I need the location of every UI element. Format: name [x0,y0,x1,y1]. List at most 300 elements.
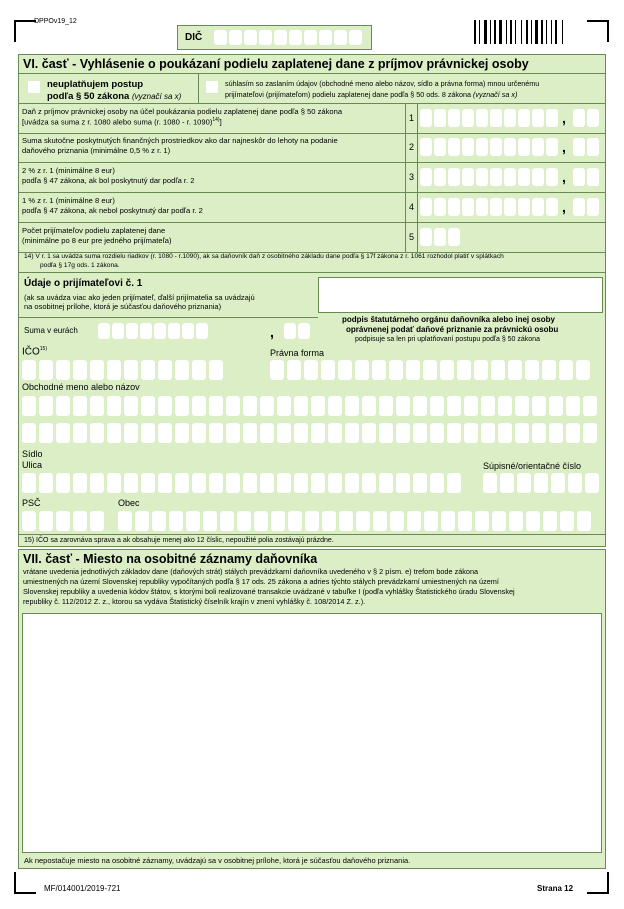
obchodne-meno-cell[interactable] [22,423,36,443]
obchodne-meno-cell[interactable] [515,396,529,416]
row-amount-cell[interactable] [504,109,516,127]
barcode-bar [474,20,476,44]
suma-cell[interactable] [196,323,208,339]
barcode-bar [551,20,552,44]
divider [18,162,606,163]
sign-line2: oprávnenej podať daňové priznanie za právnickú osobu [346,325,559,334]
obec-cell[interactable] [424,511,438,531]
obchodne-meno-cell[interactable] [175,396,189,416]
obchodne-meno-cell[interactable] [447,423,461,443]
obec-cell[interactable] [135,511,149,531]
ulica-cell[interactable] [56,473,70,493]
ico-cell[interactable] [209,360,223,380]
option1-label-line1: neuplatňujem postup [47,79,144,90]
row-amount-cell[interactable] [420,198,432,216]
row-amount-cell[interactable] [504,168,516,186]
obchodne-meno-cell[interactable] [107,423,121,443]
row-count-cell[interactable] [420,228,432,246]
row-amount-cell[interactable] [462,138,474,156]
obchodne-meno-cell[interactable] [379,396,393,416]
ulica-cell[interactable] [413,473,427,493]
ulica-cell[interactable] [39,473,53,493]
ulica-cell[interactable] [396,473,410,493]
obchodne-meno-cell[interactable] [362,423,376,443]
pravna-forma-cell[interactable] [440,360,454,380]
ico-cell[interactable] [107,360,121,380]
signature-field[interactable] [318,277,603,313]
obchodne-meno-cell[interactable] [566,396,580,416]
barcode-bar [555,20,557,44]
row-amount-cell[interactable] [532,109,544,127]
pravna-forma-cell[interactable] [338,360,352,380]
obchodne-meno-cell[interactable] [464,396,478,416]
obchodne-meno-cell[interactable] [430,423,444,443]
row-label-line2: daňového priznania (minimálne 0,5 % z r. 1) [22,146,171,155]
row-amount-cell[interactable] [476,138,488,156]
row-number: 2 [405,133,418,162]
supisne-cell[interactable] [483,473,497,493]
pravna-forma-cell[interactable] [457,360,471,380]
obchodne-meno-cell[interactable] [192,423,206,443]
pravna-forma-cell[interactable] [559,360,573,380]
obchodne-meno-cell[interactable] [158,396,172,416]
ico-cell[interactable] [73,360,87,380]
row-label-line1: 2 % z r. 1 (minimálne 8 eur) [22,166,115,175]
obec-cell[interactable] [526,511,540,531]
row-label-line2: [uvádza sa suma z r. 1080 alebo suma (r. 1080 - r. 1090)$^{14)}$] [22,117,222,127]
ulica-cell[interactable] [22,473,36,493]
pravna-forma-cell[interactable] [321,360,335,380]
ulica-cell[interactable] [277,473,291,493]
ulica-cell[interactable] [243,473,257,493]
section6-title: VI. časť - Vyhlásenie o poukázaní podielu zaplatenej dane z príjmov právnickej osoby [23,57,529,71]
ulica-cell[interactable] [158,473,172,493]
obchodne-meno-cell[interactable] [362,396,376,416]
barcode-bar [515,20,516,44]
row-label-line1: Daň z príjmov právnickej osoby na účel poukázania podielu zaplatenej dane podľa § 50 zákona [22,107,343,116]
row-label-line1: Počet prijímateľov podielu zaplatenej dane [22,226,166,235]
ico-cell[interactable] [39,360,53,380]
obchodne-meno-cell[interactable] [124,396,138,416]
ico-cell[interactable] [90,360,104,380]
suma-cell[interactable] [168,323,180,339]
ulica-cell[interactable] [192,473,206,493]
row-amount-cell[interactable] [448,109,460,127]
pravna-forma-cell[interactable] [542,360,556,380]
obchodne-meno-cell[interactable] [566,423,580,443]
dic-cell[interactable] [274,30,287,45]
pravna-forma-cell[interactable] [270,360,284,380]
row-amount-cell[interactable] [448,138,460,156]
option2-line2 [225,90,517,99]
row-label-line2: (minimálne po 8 eur pre jedného prijímateľa) [22,236,172,245]
dic-cell[interactable] [244,30,257,45]
pravna-forma-cell[interactable] [508,360,522,380]
row-amount-cell[interactable] [518,109,530,127]
barcode-bar [499,20,502,44]
row-amount-cell[interactable] [504,138,516,156]
dic-cell[interactable] [304,30,317,45]
suma-cell[interactable] [126,323,138,339]
obchodne-meno-cell[interactable] [311,396,325,416]
form-code: DPPOv19_12 [34,18,77,25]
barcode-bar [535,20,538,44]
row-cents-cell[interactable] [587,109,599,127]
dic-cell[interactable] [319,30,332,45]
row-label-line2: podľa § 47 zákona, ak bol poskytnutý dar podľa r. 2 [22,176,195,185]
obchodne-meno-cell[interactable] [396,396,410,416]
obec-cell[interactable] [577,511,591,531]
obchodne-meno-cell[interactable] [328,396,342,416]
pravna-forma-cell[interactable] [423,360,437,380]
ico-label-text: IČO [22,346,40,358]
row-amount-cell[interactable] [518,168,530,186]
obchodne-meno-cell[interactable] [345,423,359,443]
option1-label-strong: podľa § 50 zákona [47,91,130,102]
psc-cell[interactable] [39,511,53,531]
row-amount-cell[interactable] [420,168,432,186]
dic-cell[interactable] [229,30,242,45]
obec-cell[interactable] [186,511,200,531]
suma-cell[interactable] [140,323,152,339]
footnote15: 15) IČO sa zarovnáva sprava a ak obsahuje menej ako 12 číslic, nepoužité polia zostávajú prázdne. [24,537,334,544]
row-amount-cell[interactable] [434,198,446,216]
obchodne-meno-cell[interactable] [22,396,36,416]
obchodne-meno-cell[interactable] [277,396,291,416]
row-comma: , [562,169,566,185]
corner-mark-top-right [587,20,609,42]
obchodne-meno-cell[interactable] [379,423,393,443]
ulica-cell[interactable] [294,473,308,493]
obchodne-meno-cell[interactable] [294,423,308,443]
obec-cell[interactable] [492,511,506,531]
dic-cell[interactable] [214,30,227,45]
obec-cell[interactable] [356,511,370,531]
obchodne-meno-cell[interactable] [549,423,563,443]
obec-cell[interactable] [169,511,183,531]
suma-cents-cell[interactable] [284,323,296,339]
barcode-bar [484,20,487,44]
obchodne-meno-cell[interactable] [141,396,155,416]
ico-label [22,346,47,357]
ico-cell[interactable] [56,360,70,380]
recipient-note-line2: na osobitnej prílohe, ktorá je súčasťou daňového priznania) [24,302,222,311]
pravna-forma-cell[interactable] [474,360,488,380]
ulica-cell[interactable] [90,473,104,493]
obchodne-meno-cell[interactable] [260,423,274,443]
ulica-cell[interactable] [107,473,121,493]
obchodne-meno-cell[interactable] [226,423,240,443]
suma-cents-cell[interactable] [298,323,310,339]
row-amount-cell[interactable] [434,109,446,127]
obchodne-meno-cell[interactable] [498,423,512,443]
dic-cell[interactable] [334,30,347,45]
section7-text-line4: republiky č. 112/2012 Z. z., ktorou sa vydáva Štatistický číselník krajín v znení vyhlášky č. 108/2014 Z. z.). [23,597,366,606]
obchodne-meno-cell[interactable] [498,396,512,416]
obchodne-meno-cell[interactable] [345,396,359,416]
obchodne-meno-cell[interactable] [56,423,70,443]
obec-cell[interactable] [441,511,455,531]
obec-cell[interactable] [203,511,217,531]
obchodne-meno-cell[interactable] [532,396,546,416]
obchodne-meno-cell[interactable] [396,423,410,443]
pravna-forma-cell[interactable] [389,360,403,380]
psc-cell[interactable] [22,511,36,531]
special-records-textarea[interactable] [22,613,602,853]
obchodne-meno-cell[interactable] [90,423,104,443]
obchodne-meno-cell[interactable] [107,396,121,416]
row-amount-cell[interactable] [532,138,544,156]
ulica-cell[interactable] [175,473,189,493]
supisne-cell[interactable] [585,473,599,493]
row-comma: , [562,139,566,155]
suma-cell[interactable] [98,323,110,339]
obec-cell[interactable] [458,511,472,531]
barcode-bar [490,20,491,44]
suma-cell[interactable] [182,323,194,339]
barcode-bar [506,20,507,44]
divider [18,103,606,104]
obec-cell[interactable] [254,511,268,531]
row-amount-cell[interactable] [462,198,474,216]
row-cents-cell[interactable] [573,109,585,127]
dic-cell[interactable] [349,30,362,45]
obec-cell[interactable] [237,511,251,531]
row-cents-cell[interactable] [573,168,585,186]
obec-cell[interactable] [407,511,421,531]
pravna-forma-cell[interactable] [576,360,590,380]
row-amount-cell[interactable] [462,168,474,186]
pravna-forma-cell[interactable] [287,360,301,380]
obchodne-meno-cell[interactable] [209,423,223,443]
footnote14-line1: 14) V r. 1 sa uvádza suma rozdielu riadkov (r. 1080 - r.1090), ak sa daňovník daň z osobitného základu dane podľa § 17f zákona z r. 1061 rozhodol platiť v splátkach [24,253,504,260]
row-amount-cell[interactable] [448,168,460,186]
sidlo-label: Sídlo [22,449,43,459]
obchodne-meno-cell[interactable] [481,396,495,416]
ulica-cell[interactable] [141,473,155,493]
ulica-cell[interactable] [209,473,223,493]
row-amount-cell[interactable] [476,198,488,216]
row-amount-cell[interactable] [546,138,558,156]
row-cents-cell[interactable] [587,138,599,156]
obchodne-meno-cell[interactable] [328,423,342,443]
obchodne-meno-cell[interactable] [73,423,87,443]
row-amount-cell[interactable] [476,168,488,186]
obchodne-meno-cell[interactable] [481,423,495,443]
row-amount-cell[interactable] [546,168,558,186]
corner-mark-top-left [14,20,36,42]
recipient-title: Údaje o prijímateľovi č. 1 [24,278,143,289]
dic-cell[interactable] [259,30,272,45]
row-amount-cell[interactable] [546,198,558,216]
ulica-cell[interactable] [311,473,325,493]
ulica-cell[interactable] [124,473,138,493]
obec-cell[interactable] [390,511,404,531]
row-amount-cell[interactable] [462,109,474,127]
obchodne-meno-cell[interactable] [124,423,138,443]
obec-cell[interactable] [271,511,285,531]
ulica-cell[interactable] [226,473,240,493]
row-amount-cell[interactable] [490,109,502,127]
obchodne-meno-cell[interactable] [549,396,563,416]
barcode-bar [479,20,480,44]
pravna-forma-cell[interactable] [406,360,420,380]
row-amount-cell[interactable] [532,198,544,216]
obchodne-meno-cell[interactable] [158,423,172,443]
ulica-cell[interactable] [260,473,274,493]
obchodne-meno-cell[interactable] [583,423,597,443]
obchodne-meno-cell[interactable] [90,396,104,416]
ulica-cell[interactable] [362,473,376,493]
obchodne-meno-cell[interactable] [141,423,155,443]
pravna-forma-cell[interactable] [304,360,318,380]
ico-cell[interactable] [141,360,155,380]
obchodne-meno-cell[interactable] [192,396,206,416]
ulica-label: Ulica [22,460,43,470]
obec-cell[interactable] [220,511,234,531]
obec-cell[interactable] [543,511,557,531]
ico-cell[interactable] [124,360,138,380]
obchodne-meno-cell[interactable] [532,423,546,443]
ulica-cell[interactable] [73,473,87,493]
obchodne-meno-cell[interactable] [39,396,53,416]
obchodne-meno-cell[interactable] [209,396,223,416]
obchodne-meno-cell[interactable] [243,396,257,416]
row-cents-cell[interactable] [573,198,585,216]
ulica-cell[interactable] [379,473,393,493]
obchodne-meno-cell[interactable] [277,423,291,443]
option2-note: (vyznačí sa x) [473,90,518,99]
obchodne-meno-cell[interactable] [464,423,478,443]
row-count-cell[interactable] [448,228,460,246]
obchodne-meno-cell[interactable] [447,396,461,416]
suma-label: Suma v eurách [24,326,78,335]
obchodne-meno-cell[interactable] [294,396,308,416]
footnote14-line2: podľa § 17g ods. 1 zákona. [40,262,120,269]
obec-cell[interactable] [509,511,523,531]
option1-note: (vyznačí sa x) [131,92,182,101]
pravna-forma-cell[interactable] [372,360,386,380]
divider [18,73,606,74]
supisne-cell[interactable] [517,473,531,493]
dic-cell[interactable] [289,30,302,45]
suhlasim-checkbox[interactable] [206,81,218,93]
row-amount-cell[interactable] [434,168,446,186]
corner-mark-bottom-left [14,872,36,894]
obchodne-meno-cell[interactable] [175,423,189,443]
obec-cell[interactable] [475,511,489,531]
ulica-cell[interactable] [328,473,342,493]
row-amount-cell[interactable] [448,198,460,216]
supisne-cell[interactable] [534,473,548,493]
suma-cell[interactable] [154,323,166,339]
corner-mark-bottom-right [587,872,609,894]
ico-cell[interactable] [22,360,36,380]
row-cents-cell[interactable] [573,138,585,156]
obec-cell[interactable] [339,511,353,531]
obec-cell[interactable] [322,511,336,531]
obchodne-meno-cell[interactable] [56,396,70,416]
suma-comma: , [270,324,274,340]
row-amount-cell[interactable] [490,138,502,156]
row-number: 1 [405,104,418,133]
ulica-cell[interactable] [447,473,461,493]
obchodne-meno-cell[interactable] [515,423,529,443]
ico-cell[interactable] [192,360,206,380]
row-amount-cell[interactable] [504,198,516,216]
barcode-bar [546,20,547,44]
ico-cell[interactable] [158,360,172,380]
pravna-forma-cell[interactable] [491,360,505,380]
psc-label: PSČ [22,498,41,508]
option2-line1: súhlasím so zaslaním údajov (obchodné meno alebo názov, sídlo a právna forma) mnou určenému [225,79,540,88]
row-amount-cell[interactable] [434,138,446,156]
supisne-cell[interactable] [568,473,582,493]
obec-cell[interactable] [373,511,387,531]
psc-cell[interactable] [56,511,70,531]
barcode-bar [494,20,496,44]
obchodne-meno-cell[interactable] [311,423,325,443]
ulica-cell[interactable] [430,473,444,493]
row-amount-cell[interactable] [518,198,530,216]
row-count-cell[interactable] [434,228,446,246]
section7-text-line1: vrátane uvedenia jednotlivých základov dane (daňových strát) stálych prevádzkarní daňovníka uvedeného v § 2 písm. e) trefom bode zákona [23,567,479,576]
row-footnote-ref: 14) [212,117,220,123]
row-amount-cell[interactable] [420,138,432,156]
ico-cell[interactable] [175,360,189,380]
row-amount-cell[interactable] [420,109,432,127]
pravna-forma-cell[interactable] [355,360,369,380]
row-number: 3 [405,163,418,192]
neuplatnujem-checkbox[interactable] [28,81,40,93]
row-amount-cell[interactable] [532,168,544,186]
row-amount-cell[interactable] [518,138,530,156]
page-label: Strana 12 [537,884,574,893]
psc-cell[interactable] [73,511,87,531]
row-cents-cell[interactable] [587,198,599,216]
row-amount-cell[interactable] [490,198,502,216]
suma-cell[interactable] [112,323,124,339]
supisne-cell[interactable] [500,473,514,493]
row-label-line1: Suma skutočne poskytnutých finančných prostriedkov ako dar najneskôr do lehoty na podanie [22,136,338,145]
pravna-forma-cell[interactable] [525,360,539,380]
obchodne-meno-cell[interactable] [413,396,427,416]
barcode-bar [531,20,532,44]
obchodne-meno-cell[interactable] [583,396,597,416]
obchodne-meno-cell[interactable] [226,396,240,416]
obchodne-meno-cell[interactable] [413,423,427,443]
obec-cell[interactable] [305,511,319,531]
obchodne-meno-cell[interactable] [73,396,87,416]
row-amount-cell[interactable] [546,109,558,127]
barcode-bar [521,20,522,44]
obchodne-meno-cell[interactable] [39,423,53,443]
obchodne-meno-cell[interactable] [243,423,257,443]
psc-cell[interactable] [90,511,104,531]
obec-cell[interactable] [118,511,132,531]
obec-cell[interactable] [152,511,166,531]
obchodne-meno-label: Obchodné meno alebo názov [22,382,140,392]
obec-cell[interactable] [288,511,302,531]
row-cents-cell[interactable] [587,168,599,186]
supisne-cell[interactable] [551,473,565,493]
obchodne-meno-cell[interactable] [260,396,274,416]
obchodne-meno-cell[interactable] [430,396,444,416]
ulica-cell[interactable] [345,473,359,493]
obec-cell[interactable] [560,511,574,531]
row-amount-cell[interactable] [490,168,502,186]
row-amount-cell[interactable] [476,109,488,127]
